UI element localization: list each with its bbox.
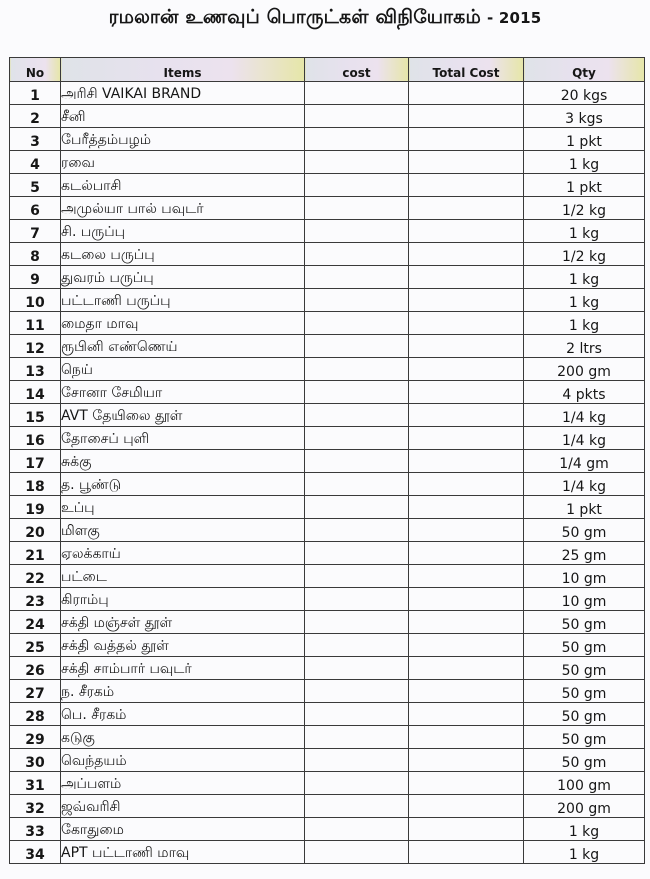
row-qty: 200 gm <box>524 795 645 818</box>
row-cost <box>305 542 409 565</box>
table-row <box>10 772 645 795</box>
row-item: வெந்தயம் <box>61 749 305 772</box>
row-item: ஏலக்காய் <box>61 542 305 565</box>
row-item: பேரீத்தம்பழம் <box>61 128 305 151</box>
row-qty: 1 pkt <box>524 496 645 519</box>
row-cost <box>305 105 409 128</box>
row-total-cost <box>409 197 524 220</box>
row-number: 4 <box>10 151 61 174</box>
row-qty: 50 gm <box>524 657 645 680</box>
table-row <box>10 703 645 726</box>
row-item: கோதுமை <box>61 818 305 841</box>
row-qty: 50 gm <box>524 611 645 634</box>
row-number: 15 <box>10 404 61 427</box>
row-number: 5 <box>10 174 61 197</box>
row-item: த. பூண்டு <box>61 473 305 496</box>
table-row <box>10 381 645 404</box>
row-qty: 50 gm <box>524 703 645 726</box>
table-row <box>10 266 645 289</box>
row-qty: 3 kgs <box>524 105 645 128</box>
row-cost <box>305 197 409 220</box>
row-number: 20 <box>10 519 61 542</box>
header-cost: cost <box>305 58 409 82</box>
row-number: 9 <box>10 266 61 289</box>
row-qty: 4 pkts <box>524 381 645 404</box>
row-cost <box>305 496 409 519</box>
row-item: ரவை <box>61 151 305 174</box>
title-year: - 2015 <box>486 9 542 27</box>
row-item: அமுல்யா பால் பவுடர் <box>61 197 305 220</box>
row-item: AVT தேயிலை தூள் <box>61 404 305 427</box>
table-row <box>10 289 645 312</box>
row-qty: 50 gm <box>524 519 645 542</box>
row-total-cost <box>409 243 524 266</box>
row-total-cost <box>409 404 524 427</box>
row-qty: 1/4 kg <box>524 404 645 427</box>
row-number: 33 <box>10 818 61 841</box>
row-cost <box>305 703 409 726</box>
row-total-cost <box>409 496 524 519</box>
row-qty: 1 kg <box>524 266 645 289</box>
row-cost <box>305 404 409 427</box>
row-total-cost <box>409 381 524 404</box>
row-item: நெய் <box>61 358 305 381</box>
table-row <box>10 795 645 818</box>
row-item: கிராம்பு <box>61 588 305 611</box>
row-cost <box>305 473 409 496</box>
row-number: 21 <box>10 542 61 565</box>
row-item: பெ. சீரகம் <box>61 703 305 726</box>
table-row <box>10 427 645 450</box>
row-qty: 1/4 kg <box>524 473 645 496</box>
row-cost <box>305 358 409 381</box>
row-cost <box>305 82 409 105</box>
row-total-cost <box>409 450 524 473</box>
row-item: பட்டாணி பருப்பு <box>61 289 305 312</box>
table-row <box>10 565 645 588</box>
row-total-cost <box>409 795 524 818</box>
header-items: Items <box>61 58 305 82</box>
row-qty: 1 pkt <box>524 174 645 197</box>
row-cost <box>305 726 409 749</box>
title-text: ரமலான் உணவுப் பொருட்கள் விநியோகம் <box>108 6 481 28</box>
table-row <box>10 542 645 565</box>
row-cost <box>305 565 409 588</box>
row-cost <box>305 680 409 703</box>
row-qty: 25 gm <box>524 542 645 565</box>
row-number: 1 <box>10 82 61 105</box>
row-total-cost <box>409 680 524 703</box>
row-cost <box>305 151 409 174</box>
row-item: சுக்கு <box>61 450 305 473</box>
row-cost <box>305 312 409 335</box>
row-number: 3 <box>10 128 61 151</box>
row-total-cost <box>409 772 524 795</box>
row-total-cost <box>409 128 524 151</box>
row-item: ந. சீரகம் <box>61 680 305 703</box>
row-item: அப்பளம் <box>61 772 305 795</box>
row-number: 11 <box>10 312 61 335</box>
distribution-table <box>9 57 645 864</box>
row-qty: 50 gm <box>524 726 645 749</box>
row-total-cost <box>409 358 524 381</box>
table-row <box>10 841 645 864</box>
table-row <box>10 634 645 657</box>
row-number: 8 <box>10 243 61 266</box>
row-total-cost <box>409 220 524 243</box>
row-number: 7 <box>10 220 61 243</box>
table-row <box>10 473 645 496</box>
table-row <box>10 151 645 174</box>
row-qty: 1/4 gm <box>524 450 645 473</box>
row-total-cost <box>409 82 524 105</box>
row-cost <box>305 266 409 289</box>
row-total-cost <box>409 174 524 197</box>
table-row <box>10 82 645 105</box>
row-total-cost <box>409 473 524 496</box>
table-row <box>10 105 645 128</box>
row-qty: 50 gm <box>524 634 645 657</box>
row-total-cost <box>409 151 524 174</box>
row-item: APT பட்டாணி மாவு <box>61 841 305 864</box>
row-total-cost <box>409 565 524 588</box>
row-qty: 1/2 kg <box>524 243 645 266</box>
row-cost <box>305 772 409 795</box>
row-qty: 50 gm <box>524 749 645 772</box>
row-qty: 2 ltrs <box>524 335 645 358</box>
table-row <box>10 335 645 358</box>
row-total-cost <box>409 266 524 289</box>
row-item: சக்தி வத்தல் தூள் <box>61 634 305 657</box>
row-cost <box>305 657 409 680</box>
row-total-cost <box>409 312 524 335</box>
row-total-cost <box>409 588 524 611</box>
row-total-cost <box>409 611 524 634</box>
row-cost <box>305 289 409 312</box>
table-row <box>10 174 645 197</box>
row-number: 17 <box>10 450 61 473</box>
row-item: சக்தி சாம்பார் பவுடர் <box>61 657 305 680</box>
table-row <box>10 404 645 427</box>
row-item: சி. பருப்பு <box>61 220 305 243</box>
row-number: 12 <box>10 335 61 358</box>
row-total-cost <box>409 335 524 358</box>
row-total-cost <box>409 105 524 128</box>
row-cost <box>305 335 409 358</box>
row-item: ஜவ்வரிசி <box>61 795 305 818</box>
row-cost <box>305 519 409 542</box>
table-row <box>10 197 645 220</box>
row-qty: 1/4 kg <box>524 427 645 450</box>
row-number: 32 <box>10 795 61 818</box>
row-number: 16 <box>10 427 61 450</box>
row-qty: 1 kg <box>524 289 645 312</box>
row-cost <box>305 450 409 473</box>
row-number: 26 <box>10 657 61 680</box>
row-qty: 10 gm <box>524 565 645 588</box>
table-row <box>10 358 645 381</box>
row-number: 28 <box>10 703 61 726</box>
row-number: 31 <box>10 772 61 795</box>
row-total-cost <box>409 289 524 312</box>
row-cost <box>305 427 409 450</box>
row-number: 13 <box>10 358 61 381</box>
table-row <box>10 519 645 542</box>
row-total-cost <box>409 726 524 749</box>
table-row <box>10 611 645 634</box>
row-cost <box>305 243 409 266</box>
row-total-cost <box>409 749 524 772</box>
row-number: 18 <box>10 473 61 496</box>
row-total-cost <box>409 841 524 864</box>
row-cost <box>305 818 409 841</box>
row-item: சீனி <box>61 105 305 128</box>
row-item: சக்தி மஞ்சள் தூள் <box>61 611 305 634</box>
row-number: 19 <box>10 496 61 519</box>
table-row <box>10 496 645 519</box>
row-qty: 1 kg <box>524 312 645 335</box>
row-number: 2 <box>10 105 61 128</box>
row-number: 27 <box>10 680 61 703</box>
table-row <box>10 450 645 473</box>
table-row <box>10 680 645 703</box>
table-row <box>10 220 645 243</box>
header-total-cost: Total Cost <box>409 58 524 82</box>
row-qty: 100 gm <box>524 772 645 795</box>
row-item: உப்பு <box>61 496 305 519</box>
row-qty: 1 kg <box>524 151 645 174</box>
table-row <box>10 128 645 151</box>
table-row <box>10 818 645 841</box>
table-row <box>10 312 645 335</box>
row-qty: 1 pkt <box>524 128 645 151</box>
row-number: 10 <box>10 289 61 312</box>
row-item: அரிசி VAIKAI BRAND <box>61 82 305 105</box>
table-row <box>10 726 645 749</box>
table-body <box>10 82 645 864</box>
row-qty: 200 gm <box>524 358 645 381</box>
row-qty: 50 gm <box>524 680 645 703</box>
row-qty: 1 kg <box>524 818 645 841</box>
header-no: No <box>10 58 61 82</box>
row-total-cost <box>409 542 524 565</box>
table-header-row <box>10 58 645 82</box>
table-row <box>10 243 645 266</box>
row-number: 14 <box>10 381 61 404</box>
row-cost <box>305 128 409 151</box>
row-qty: 1 kg <box>524 220 645 243</box>
row-cost <box>305 841 409 864</box>
row-cost <box>305 611 409 634</box>
row-item: பட்டை <box>61 565 305 588</box>
row-total-cost <box>409 657 524 680</box>
row-cost <box>305 381 409 404</box>
row-item: சோனா சேமியா <box>61 381 305 404</box>
row-cost <box>305 795 409 818</box>
header-qty: Qty <box>524 58 645 82</box>
row-qty: 1/2 kg <box>524 197 645 220</box>
row-cost <box>305 749 409 772</box>
row-number: 23 <box>10 588 61 611</box>
row-number: 29 <box>10 726 61 749</box>
row-cost <box>305 174 409 197</box>
table-row <box>10 749 645 772</box>
row-number: 22 <box>10 565 61 588</box>
row-qty: 10 gm <box>524 588 645 611</box>
row-item: மைதா மாவு <box>61 312 305 335</box>
row-item: துவரம் பருப்பு <box>61 266 305 289</box>
row-item: மிளகு <box>61 519 305 542</box>
row-number: 30 <box>10 749 61 772</box>
row-number: 6 <box>10 197 61 220</box>
row-number: 24 <box>10 611 61 634</box>
row-total-cost <box>409 427 524 450</box>
row-total-cost <box>409 634 524 657</box>
row-item: கடுகு <box>61 726 305 749</box>
row-qty: 20 kgs <box>524 82 645 105</box>
table-row <box>10 657 645 680</box>
table-row <box>10 588 645 611</box>
row-cost <box>305 634 409 657</box>
row-cost <box>305 588 409 611</box>
document-title <box>0 6 650 31</box>
row-number: 34 <box>10 841 61 864</box>
row-total-cost <box>409 818 524 841</box>
row-item: தோசைப் புளி <box>61 427 305 450</box>
row-qty: 1 kg <box>524 841 645 864</box>
row-item: ரூபினி எண்ணெய் <box>61 335 305 358</box>
row-total-cost <box>409 519 524 542</box>
row-item: கடலை பருப்பு <box>61 243 305 266</box>
row-item: கடல்பாசி <box>61 174 305 197</box>
row-number: 25 <box>10 634 61 657</box>
row-cost <box>305 220 409 243</box>
row-total-cost <box>409 703 524 726</box>
